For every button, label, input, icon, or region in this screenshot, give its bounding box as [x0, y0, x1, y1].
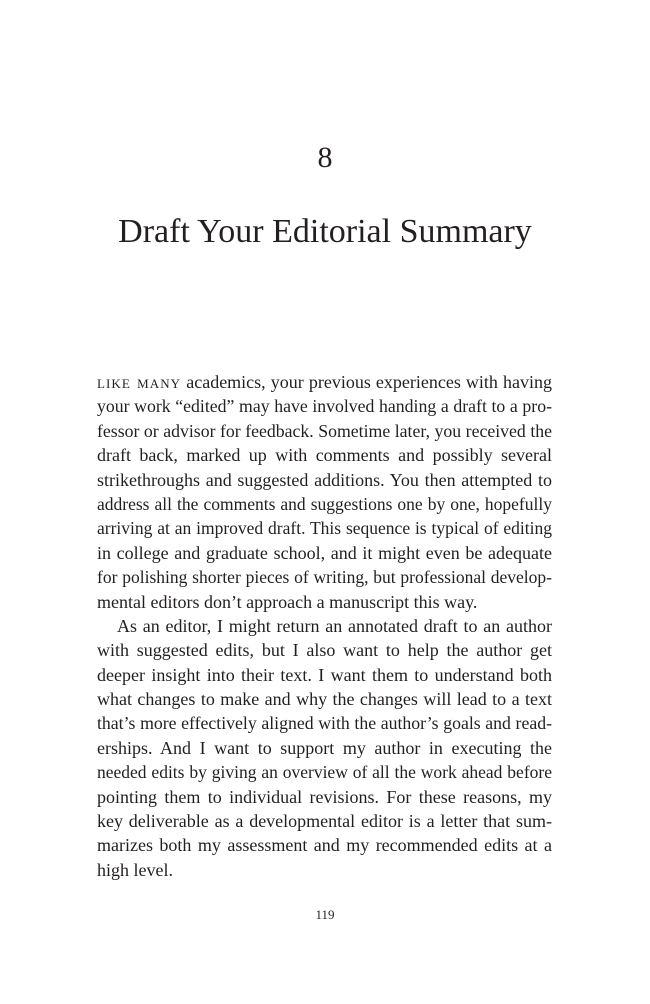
text-line: mental editors don’t approach a manuscript this way.	[97, 591, 478, 612]
paragraph-2	[97, 614, 552, 882]
text-line: marizes both my assessment and my recommended edits at a	[97, 835, 552, 856]
text-line: with suggested edits, but I also want to help the author get	[97, 640, 552, 661]
chapter-number: 8	[317, 141, 333, 174]
body-text	[97, 370, 552, 882]
text-line: fessor or advisor for feedback. Sometime later, you received the	[97, 420, 552, 441]
chapter-title: Draft Your Editorial Summary	[118, 213, 532, 250]
text-line: needed edits by giving an overview of all the work ahead before	[97, 762, 552, 783]
text-line: draft back, marked up with comments and possibly several	[97, 445, 552, 466]
text-line: deeper insight into their text. I want them to understand both	[97, 664, 552, 685]
paragraph-1	[97, 370, 552, 614]
text-line: As an editor, I might return an annotated draft to an author	[117, 615, 552, 636]
page-number: 119	[315, 907, 335, 922]
text-line: that’s more effectively aligned with the author’s goals and read-	[97, 713, 552, 734]
text-line: key deliverable as a developmental editor is a letter that sum-	[97, 811, 552, 832]
lead-in-smallcaps: like many	[97, 372, 182, 392]
text-line: what changes to make and why the changes will lead to a text	[97, 689, 552, 710]
text-line: high level.	[97, 859, 173, 880]
text-line: for polishing shorter pieces of writing, but professional develop-	[97, 567, 552, 588]
text-line: erships. And I want to support my author in executing the	[97, 737, 552, 758]
text-line: pointing them to individual revisions. For these reasons, my	[97, 786, 552, 807]
text-line: your work “edited” may have involved handing a draft to a pro-	[97, 396, 552, 417]
text-line: address all the comments and suggestions one by one, hopefully	[97, 493, 552, 514]
text-line: strikethroughs and suggested additions. You then attempted to	[97, 469, 552, 490]
text-line: in college and graduate school, and it might even be adequate	[97, 542, 552, 563]
text-line: arriving at an improved draft. This sequence is typical of editing	[97, 518, 552, 539]
text-line: like many academics, your previous experiences with having	[97, 372, 553, 392]
